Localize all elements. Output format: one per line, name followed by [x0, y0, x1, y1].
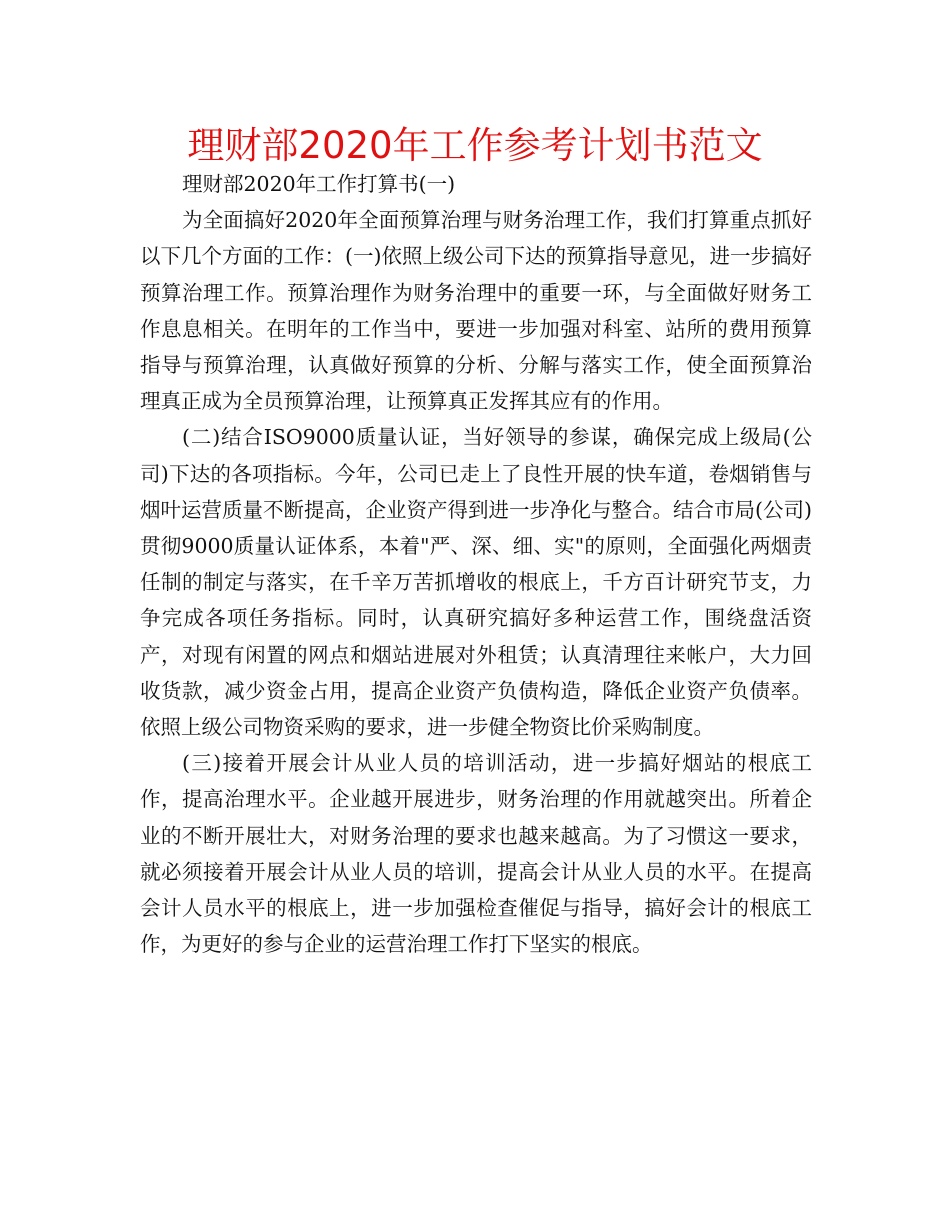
paragraph-1: 为全面搞好2020年全面预算治理与财务治理工作，我们打算重点抓好以下几个方面的工作：(一)依照上级公司下达的预算指导意见，进一步搞好预算治理工作。预算治理作为财务治理中的重要一环，与全面做好财务工作息息相关。在明年的工作当中，要进一步加强对科室、站所的费用预算指导与预算治理，认真做好预算的分析、分解与落实工作，使全面预算治理真正成为全员预算治理，让预算真正发挥其应有的作用。: [140, 208, 812, 414]
document-subtitle: 理财部2020年工作打算书(一): [182, 172, 456, 196]
document-body: [140, 166, 812, 962]
paragraph-2: (二)结合ISO9000质量认证，当好领导的参谋，确保完成上级局(公司)下达的各项指标。今年，公司已走上了良性开展的快车道，卷烟销售与烟叶运营质量不断提高，企业资产得到进一步净化与整合。结合市局(公司)贯彻9000质量认证体系，本着"严、深、细、实"的原则，全面强化两烟责任制的制定与落实，在千辛万苦抓增收的根底上，千方百计研究节支，力争完成各项任务指标。同时，认真研究搞好多种运营工作，围绕盘活资产，对现有闲置的网点和烟站进展对外租赁；认真清理往来帐户，大力回收货款，减少资金占用，提高企业资产负债构造，降低企业资产负债率。依照上级公司物资采购的要求，进一步健全物资比价采购制度。: [140, 425, 812, 740]
paragraph-3: (三)接着开展会计从业人员的培训活动，进一步搞好烟站的根底工作，提高治理水平。企业越开展进步，财务治理的作用就越突出。所着企业的不断开展壮大，对财务治理的要求也越来越高。为了习惯这一要求，就必须接着开展会计从业人员的培训，提高会计从业人员的水平。在提高会计人员水平的根底上，进一步加强检查催促与指导，搞好会计的根底工作，为更好的参与企业的运营治理工作打下坚实的根底。: [140, 751, 812, 957]
document-title: 理财部2020年工作参考计划书范文: [187, 124, 763, 167]
